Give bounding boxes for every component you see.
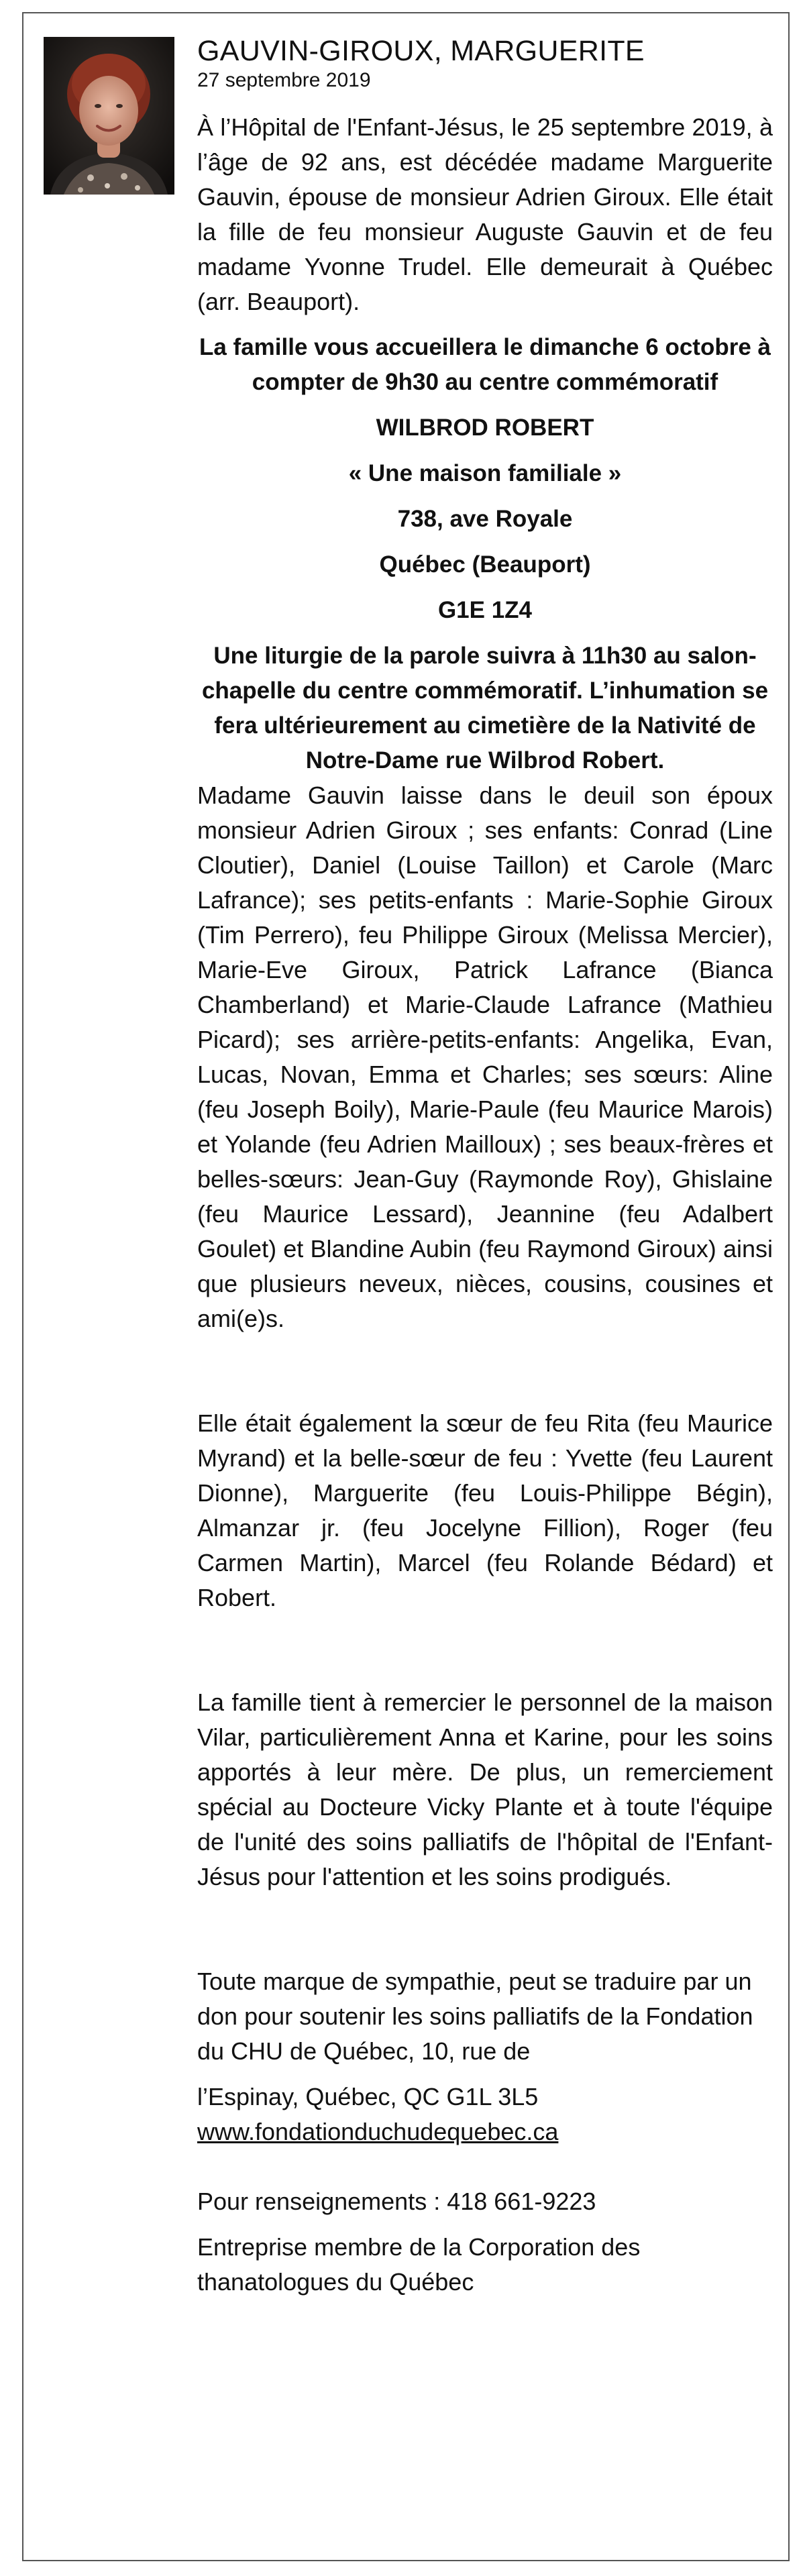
funeral-home-city: Québec (Beauport): [379, 551, 591, 578]
funeral-home-name: WILBROD ROBERT: [376, 415, 594, 441]
obituary-content: [197, 34, 773, 2300]
visitation-notice: La famille vous accueillera le dimanche 6 octobre à compter de 9h30 au centre commémoratif: [199, 334, 771, 395]
portrait-photo: [44, 37, 174, 195]
siblings-paragraph: Elle était également la sœur de feu Rita (feu Maurice Myrand) et la belle-sœur de feu : Yvette (feu Laurent Dionne), Marguerite (feu Louis-Philippe Bégin), Almanzar jr. (feu Jocelyne Fillion), Roger (feu Carmen Martin), Marcel (feu Rolande Bédard) et Robert.: [197, 1409, 773, 1611]
membership-note: Entreprise membre de la Corporation des thanatologues du Québec: [197, 2233, 641, 2296]
survivors-paragraph: Madame Gauvin laisse dans le deuil son époux monsieur Adrien Giroux ; ses enfants: Conrad (Line Cloutier), Daniel (Louise Taillon) et Carole (Marc Lafrance); ses petits-enfants : Marie-Sophie Giroux (Tim Perrero), feu Philippe Giroux (Melissa Mercier), Marie-Eve Giroux, Patrick Lafrance (Bianca Chamberland) et Marie-Claude Lafrance (Mathieu Picard); ses arrière-petits-enfants: Angelika, Evan, Lucas, Novan, Emma et Charles; ses sœurs: Aline (feu Joseph Boily), Marie-Paule (feu Maurice Marois) et Yolande (feu Adrien Mailloux) ; ses beaux-frères et belles-sœurs: Jean-Guy (Raymonde Roy), Ghislaine (feu Maurice Lessard), Jeannine (feu Adalbert Goulet) et Blandine Aubin (feu Raymond Giroux) ainsi que plusieurs neveux, nièces, cousins, cousines et ami(e)s.: [197, 782, 773, 1332]
funeral-home-street: 738, ave Royale: [397, 506, 573, 532]
foundation-website-link[interactable]: www.fondationduchudequebec.ca: [197, 2118, 559, 2145]
publication-date: 27 septembre 2019: [197, 69, 371, 91]
funeral-home-postal-code: G1E 1Z4: [437, 597, 533, 623]
donation-text: Toute marque de sympathie, peut se traduire par un don pour soutenir les soins palliatifs de la Fondation du CHU de Québec, 10, rue de: [197, 1968, 753, 2065]
liturgy-notice: Une liturgie de la parole suivra à 11h30 au salon-chapelle du centre commémoratif. L’inhumation se fera ultérieurement au cimetière de la Nativité de Notre-Dame rue Wilbrod Robert.: [201, 643, 769, 773]
intro-paragraph: À l’Hôpital de l'Enfant-Jésus, le 25 septembre 2019, à l’âge de 92 ans, est décédée madame Marguerite Gauvin, épouse de monsieur Adrien Giroux. Elle était la fille de feu monsieur Auguste Gauvin et de feu madame Yvonne Trudel. Elle demeurait à Québec (arr. Beauport).: [197, 113, 773, 315]
thanks-paragraph: La famille tient à remercier le personnel de la maison Vilar, particulièrement Anna et Karine, pour les soins apportés à leur mère. De plus, un remerciement spécial au Docteure Vicky Plante et à toute l'équipe de l'unité des soins palliatifs de l'hôpital de l'Enfant-Jésus pour l'attention et les soins prodigués.: [197, 1688, 773, 1890]
funeral-home-tagline: « Une maison familiale »: [348, 460, 622, 486]
contact-info: Pour renseignements : 418 661-9223: [197, 2188, 596, 2215]
deceased-name: GAUVIN-GIROUX, MARGUERITE: [197, 35, 645, 67]
donation-address: l’Espinay, Québec, QC G1L 3L5: [197, 2083, 539, 2110]
